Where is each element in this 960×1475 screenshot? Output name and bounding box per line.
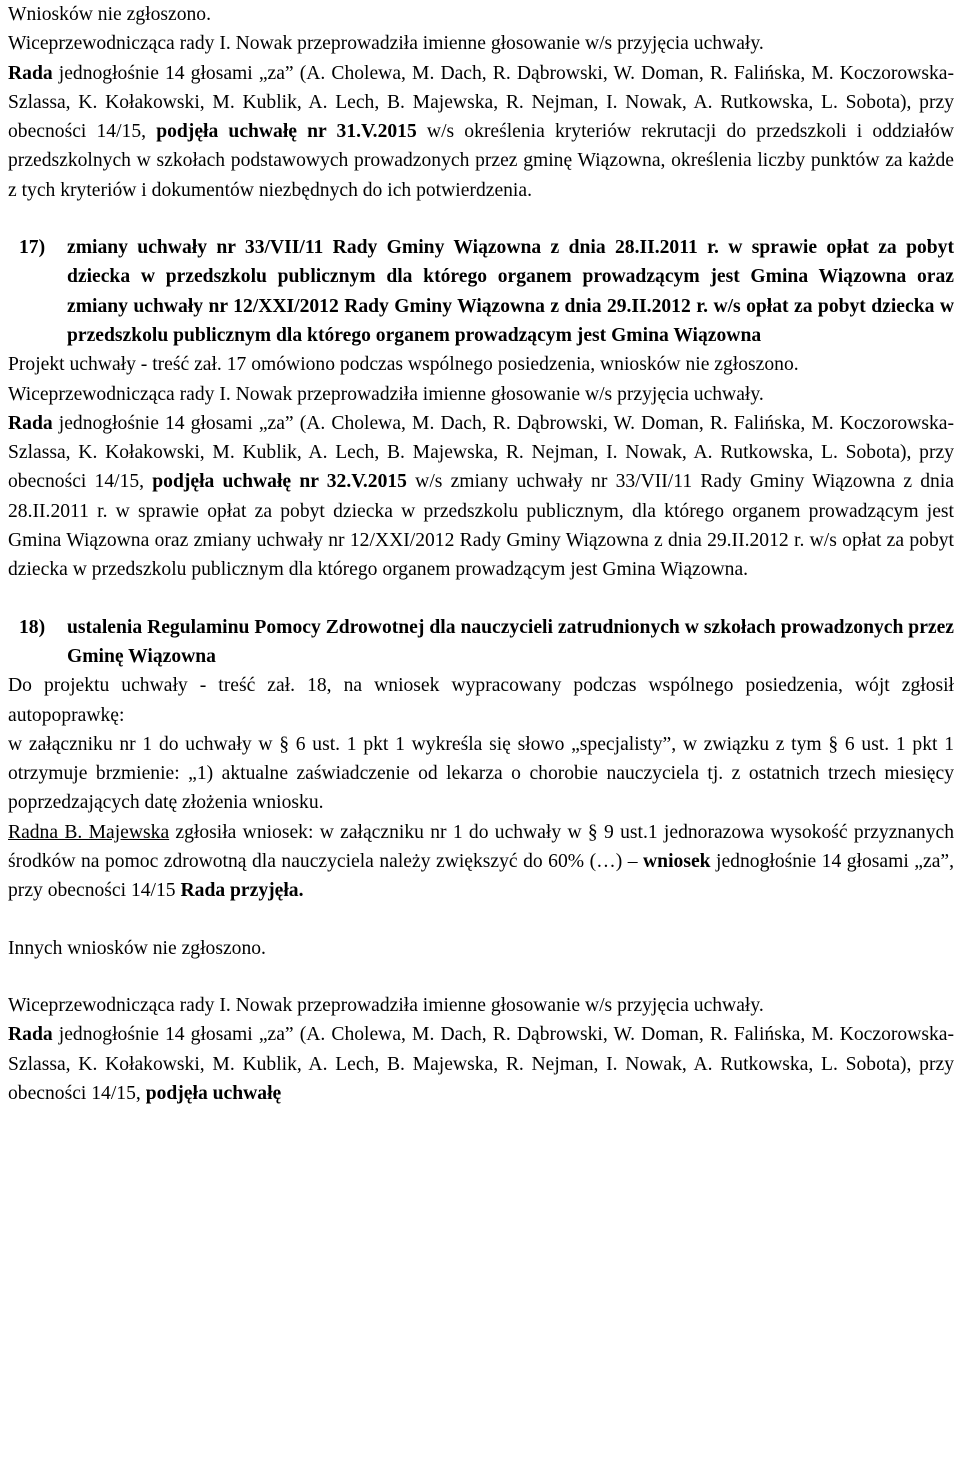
paragraph-amendment-text: w załączniku nr 1 do uchwały w § 6 ust. 1 pkt 1 wykreśla się słowo „specjalisty”, w związku z tym § 6 ust. 1 pkt 1 otrzymuje brzmienie: „1) aktualne zaświadczenie od lekarza o chorobie nauczyciela tj. z ostatnich trzech miesięcy poprzedzających datę złożenia wniosku. [8,733,954,814]
agenda-item-17 [19,233,954,350]
vote-text: jednogłośnie 14 głosami „za” (A. Cholewa, M. Dach, R. Dąbrowski, W. Doman, R. Falińska, M. Koczorowska-Szlassa, K. Kołakowski, M. Kublik, A. Lech, B. Majewska, R. Nejman, I. Nowak, A. Rutkowska, L. Sobota), przy obecności 14/15, [8,1024,954,1104]
paragraph-councillor-motion [8,818,954,906]
paragraph-resolution-final [8,1020,954,1108]
paragraph-no-other-motions: Innych wniosków nie zgłoszono. [8,937,266,959]
paragraph-self-amendment: Do projektu uchwały - treść zał. 18, na wniosek wypracowany podczas wspólnego posiedzenia, wójt zgłosił autopoprawkę: [8,675,954,726]
agenda-item-18 [19,613,954,672]
motion-vote: jednogłośnie 14 głosami „za”, przy obecności 14/15 [8,851,954,902]
paragraph-vote-announcement: Wiceprzewodnicząca rady I. Nowak przeprowadziła imienne głosowanie w/s przyjęcia uchwały. [8,33,764,55]
resolution-subject: w/s określenia kryteriów rekrutacji do przedszkoli i oddziałów przedszkolnych w szkołach podstawowych prowadzonych przez gminę Wiązowna, określenia liczby punktów za każde z tych kryteriów i dokumentów niezbędnych do ich potwierdzenia. [8,121,954,201]
motion-label: wniosek [643,851,711,873]
paragraph-draft-discussed: Projekt uchwały - treść zał. 17 omówiono podczas wspólnego posiedzenia, wniosków nie zgłoszono. [8,354,799,376]
resolution-number: podjęła uchwałę nr 31.V.2015 [156,121,417,143]
resolution-number: podjęła uchwałę [145,1082,282,1104]
agenda-item-title: ustalenia Regulaminu Pomocy Zdrowotnej dla nauczycieli zatrudnionych w szkołach prowadzonych przez Gminę Wiązowna [67,616,954,667]
vote-text: jednogłośnie 14 głosami „za” (A. Cholewa, M. Dach, R. Dąbrowski, W. Doman, R. Falińska, M. Koczorowska-Szlassa, K. Kołakowski, M. Kublik, A. Lech, B. Majewska, R. Nejman, I. Nowak, A. Rutkowska, L. Sobota), przy obecności 14/15, [8,412,954,493]
agenda-item-title: zmiany uchwały nr 33/VII/11 Rady Gminy Wiązowna z dnia 28.II.2011 r. w sprawie opłat za pobyt dziecka w przedszkolu publicznym dla którego organem prowadzącym jest Gmina Wiązowna oraz zmiany uchwały nr 12/XXI/2012 Rady Gminy Wiązowna z dnia 29.II.2012 r. w/s opłat za pobyt dziecka w przedszkolu publicznym dla którego organem prowadzącym jest Gmina Wiązowna [67,237,954,346]
paragraph-no-motions: Wniosków nie zgłoszono. [8,4,211,25]
vote-text: jednogłośnie 14 głosami „za” (A. Cholewa, M. Dach, R. Dąbrowski, W. Doman, R. Falińska, M. Koczorowska-Szlassa, K. Kołakowski, M. Kublik, A. Lech, B. Majewska, R. Nejman, I. Nowak, A. Rutkowska, L. Sobota), przy obecności 14/15, [8,62,954,143]
paragraph-resolution-32 [8,409,954,585]
paragraph-vote-announcement: Wiceprzewodnicząca rady I. Nowak przeprowadziła imienne głosowanie w/s przyjęcia uchwały. [8,383,764,405]
council-label: Rada [8,412,53,434]
agenda-item-number: 18) [19,616,46,638]
motion-text: zgłosiła wniosek: w załączniku nr 1 do uchwały w § 9 ust.1 jednorazowa wysokość przyznanych środków na pomoc zdrowotną dla nauczyciela należy zwiększyć do 60% (…) – [8,821,954,873]
councillor-name: Radna B. Majewska [8,821,170,843]
agenda-item-number: 17) [19,237,46,259]
paragraph-resolution-31 [8,59,954,205]
motion-result: Rada przyjęła. [180,880,304,902]
resolution-number: podjęła uchwałę nr 32.V.2015 [152,471,407,493]
council-label: Rada [8,1024,53,1046]
paragraph-vote-announcement: Wiceprzewodnicząca rady I. Nowak przeprowadziła imienne głosowanie w/s przyjęcia uchwały. [8,994,764,1016]
council-label: Rada [8,62,53,84]
resolution-subject: w/s zmiany uchwały nr 33/VII/11 Rady Gminy Wiązowna z dnia 28.II.2011 r. w sprawie opłat za pobyt dziecka w przedszkolu publicznym, dla którego organem prowadzącym jest Gmina Wiązowna oraz zmiany uchwały nr 12/XXI/2012 Rady Gminy Wiązowna z dnia 29.II.2012 r. w/s opłat za pobyt dziecka w przedszkolu publicznym dla którego organem prowadzącym jest Gmina Wiązowna. [8,471,954,581]
